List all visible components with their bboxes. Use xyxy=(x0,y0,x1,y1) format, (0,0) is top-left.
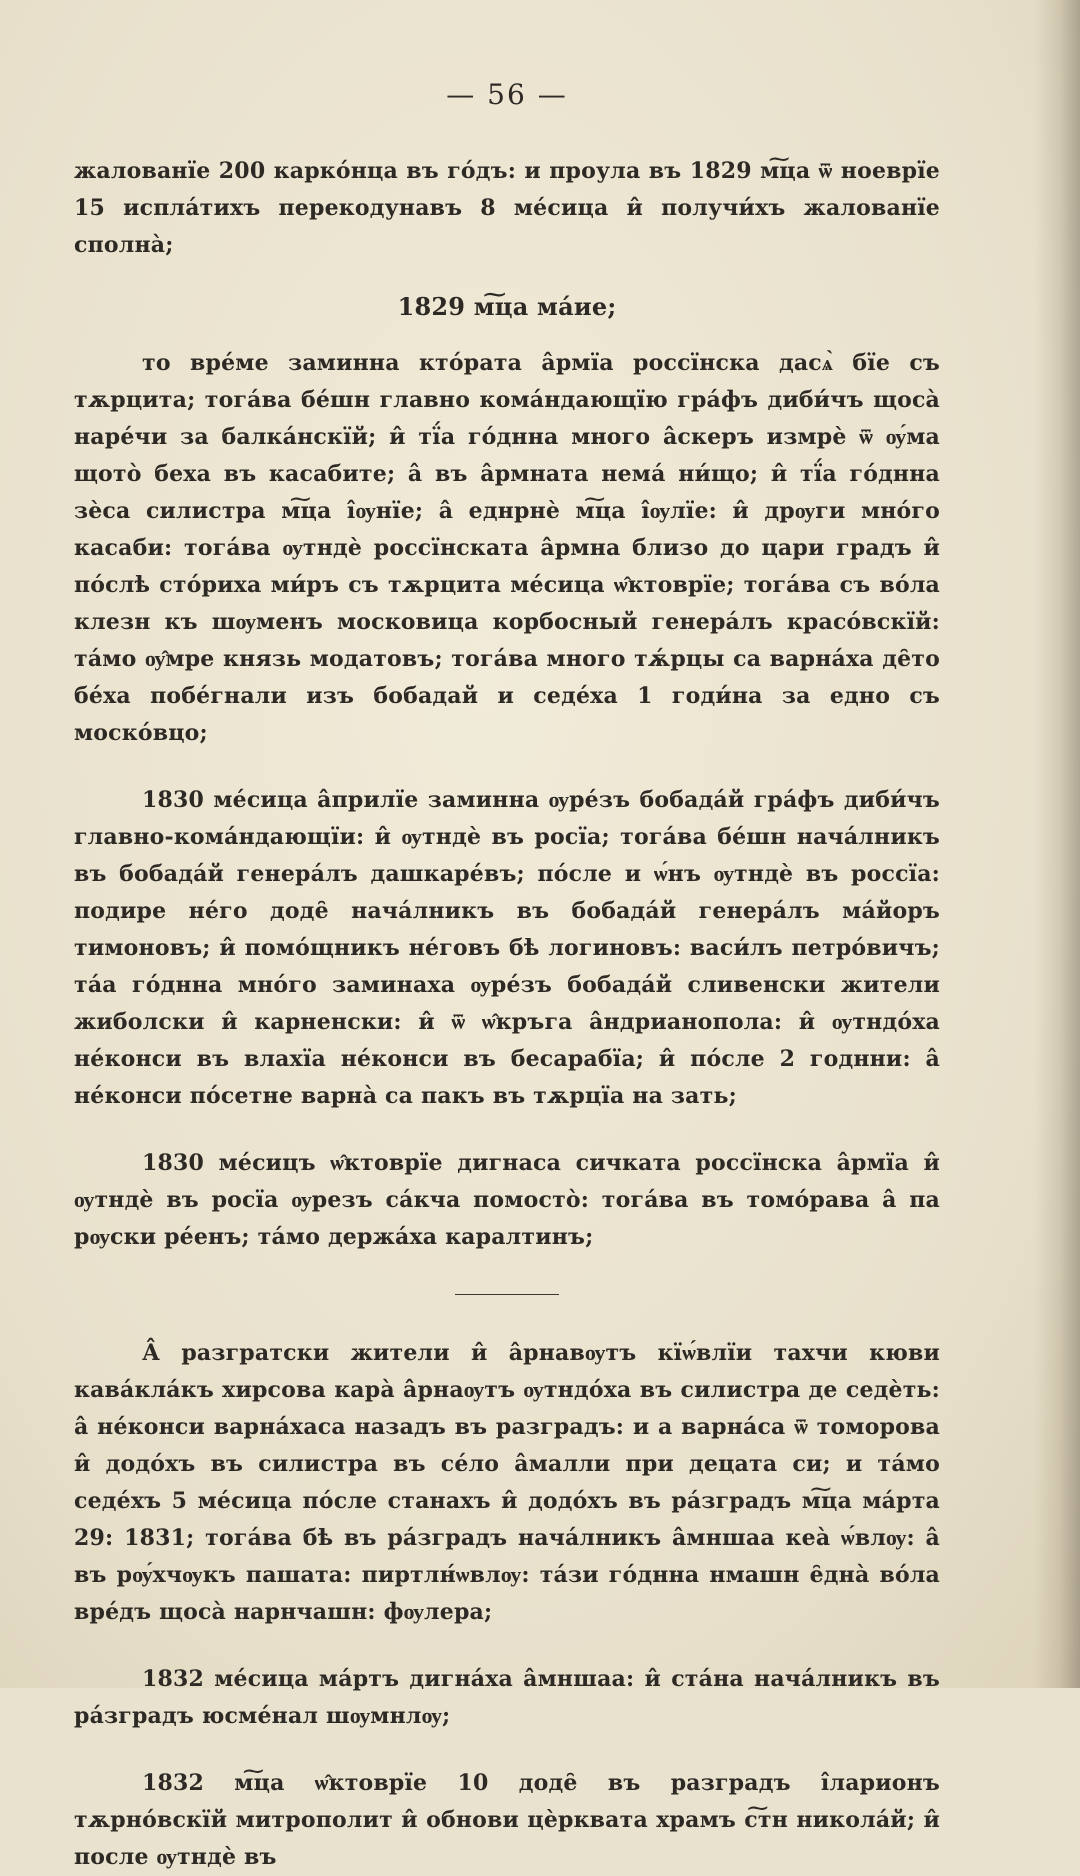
paragraph-3: 1830 ме́сица а̂прилїе заминна ѹре́зъ бобада́й гра́фъ диби́чъ главно-кома́ндающїи: и̂ ѹтндѐ въ росїа; тога́ва бе́шн нача́лникъ въ бобада́й генера́лъ дашкаре́въ; по́сле и ѡ́нъ ѹтндѐ въ россїа: подире не́го доде̑ нача́лникъ въ бобада́й генера́лъ ма́йоръ тимоновъ; и̂ помо́щникъ не́говъ бѣ логиновъ: васи́лъ петро́вичъ; та́а го́днна мно́го заминаха ѹре́зъ бобада́й сливенски жители жиболски и̂ карненски: и̂ ѿ ѡ̂кръга а̂ндрианопола: и̂ ѹтндо́ха не́конси въ влахїа не́конси въ бесарабїа; и̂ по́сле 2 годнни: а̂ не́конси по́сетне варна̀ са пакъ въ тѫрцїа на зать; xyxy=(74,787,940,1109)
paragraph-2: то вре́ме заминна кто́рата а̂рмїа россїнска дасѧ̀ бїе съ тѫрцита; тога́ва бе́шн главно кома́ндающїю гра́фъ диби́чъ щоса̀ наре́чи за балка́нскїй; и̂ тї́а го́днна много а̂скеръ измрѐ ѿ ѹ́ма щото̀ беха въ касабите; а̂ въ а̂рмната нема́ ни́що; и̂ тї́а го́днна зѐса силистра м͠ца і̂ѹнїе; а̂ еднрнѐ м͠ца і̂ѹлїе: и̂ дрѹги мно́го касаби: тога́ва ѹтндѐ россїнската а̂рмна близо до цари градъ и̂ по́слѣ сто́риха ми́ръ съ тѫрцита ме́сица ѡ̂ктоврїе; тога́ва съ во́ла клезн къ шѹменъ московица корбосный генера́лъ красо́вскїй: та́мо ѹ̂мре князь модатовъ; тога́ва много тѫ́рцы са варна́ха де̑то бе́ха побе́гнали изъ бобадай и седе́ха 1 годи́на за едно съ моско́вцо; xyxy=(74,350,940,746)
paragraph-6: 1832 ме́сица ма́ртъ дигна́ха а̂мншаа: и̂ ста́на нача́лникъ въ ра́зградъ юсме́нал шѹмнлѹ; xyxy=(74,1666,940,1729)
binding-shadow xyxy=(1034,0,1080,1688)
page-content xyxy=(74,78,940,1876)
paragraph-1: жалованїе 200 карко́нца въ го́дъ: и проула въ 1829 м͠ца ѿ ноеврїе 15 испла́тихъ перекодунавъ 8 ме́сица и̂ получи́хъ жалованїе сполна̀; xyxy=(74,158,940,258)
page-number: — 56 — xyxy=(446,78,568,111)
paragraph-4: 1830 ме́сицъ ѡ̂ктоврїе дигнаса сичката россїнска а̂рмїа и̂ ѹтндѐ въ росїа ѹрезъ са́кча помосто̀: тога́ва въ томо́рава а̂ па рѹски ре́енъ; та́мо держа́ха каралтинъ; xyxy=(74,1150,940,1250)
paragraph-7: 1832 м͠ца ѡ̂ктоврїе 10 доде̑ въ разградъ і̂ларионъ тѫрно́вскїй митрополит и̂ обнови цѐрквата храмъ с͠тн никола́й; и̂ после ѹтндѐ въ xyxy=(74,1770,940,1870)
section-divider xyxy=(455,1294,559,1295)
date-heading: 1829 м͠ца ма́ие; xyxy=(397,292,617,321)
paragraph-5: А̂ разгратски жители и̂ а̂рнавѹтъ кїѡ́влїи тахчи кюви кава́кла́къ хирсова кара̀ а̂рнаѹтъ ѹтндо́ха въ силистра де седѐть: а̂ не́конси варна́хаса назадъ въ разградъ: и а варна́са ѿ томорова и̂ додо́хъ въ силистра въ се́ло а̂малли при децата си; и та́мо седе́хъ 5 ме́сица по́сле станахъ и̂ додо́хъ въ ра́зградъ м͠ца ма́рта 29: 1831; тога́ва бѣ въ ра́зградъ нача́лникъ а̂мншаа кеа̀ ѡ́влѹ: а̂ въ рѹ́хчѹкъ пашата: пиртлн́ѡвлѹ: та́зи го́днна нмашн е̑дна̀ во́ла вре́дъ щоса̀ нарнчашн: фѹлера; xyxy=(74,1340,940,1625)
